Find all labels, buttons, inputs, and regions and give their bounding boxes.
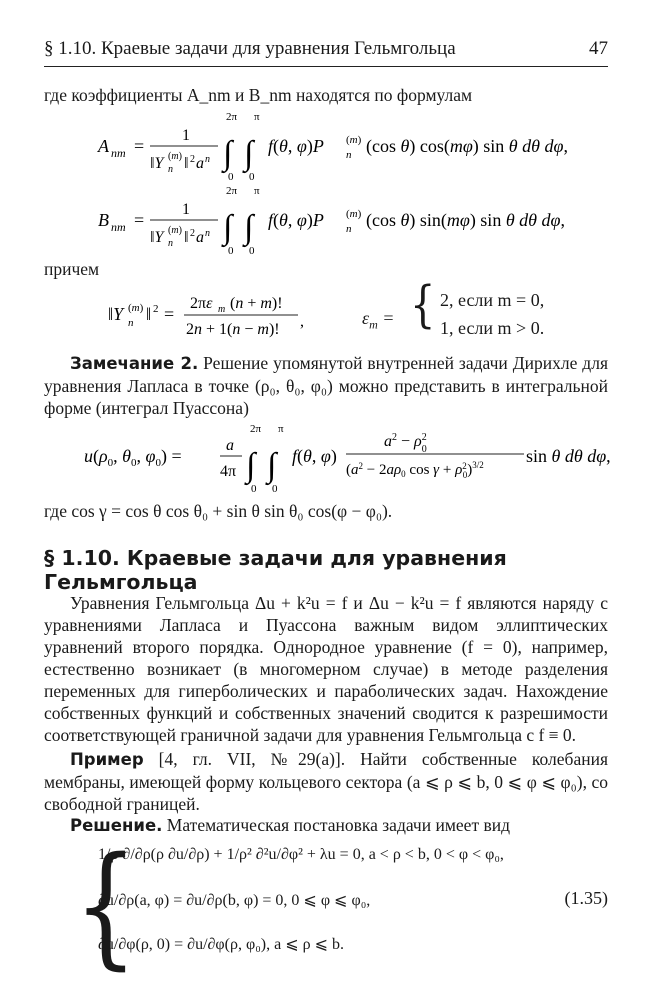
page-number: 47	[589, 38, 608, 59]
svg-text:‖: ‖	[184, 229, 189, 246]
system-line-1: 1/ρ ∂/∂ρ(ρ ∂u/∂ρ) + 1/ρ² ∂²u/∂φ² + λu = 0, a < ρ < b, 0 < φ < φ₀,	[98, 846, 504, 863]
svg-text:π: π	[254, 111, 260, 123]
svg-text:(a2 − 2aρ0 cos γ + ρ20)3/2: ($a^2 - 2a\rho_0$ $\cos \gamma + \rho^2$ 0)$^{3/2}$	[346, 460, 484, 480]
system-line-3: ∂u/∂φ(ρ, 0) = ∂u/∂φ(ρ, φ₀), a ⩽ ρ ⩽ b.	[98, 936, 344, 953]
svg-text:a: a	[226, 437, 234, 454]
formula-anm	[98, 112, 608, 182]
svg-text:n: n	[128, 317, 134, 329]
svg-text:n: n	[168, 238, 173, 249]
svg-text:a2 − ρ20: $a^2 - \rho^2$ 0	[384, 432, 427, 455]
formula-bnm	[98, 186, 608, 256]
svg-text:nm: nm	[111, 146, 126, 160]
remark-text: Решение упомянутой внутренней задачи Дирихле для уравнения Лапласа в точке (ρ₀, θ₀, φ₀) можно представить в интегральной форме (интеграл Пуассона)	[44, 353, 608, 418]
pricem-word: причем	[44, 259, 100, 279]
svg-text:f(θ, φ): f(θ, φ)	[292, 446, 337, 466]
svg-text:(m): (m)	[346, 208, 362, 220]
svg-text:,: ,	[300, 313, 304, 330]
svg-text:2: 2	[190, 228, 195, 239]
svg-text:2n + 1(n − m)!: 2n + 1(n − m)!	[186, 321, 280, 338]
svg-text:(cos θ) cos(mφ) sin θ dθ dφ,: (cos θ) cos(mφ) sin θ dθ dφ,	[366, 136, 568, 156]
svg-text:4π: 4π	[220, 463, 237, 480]
system-brace: {	[74, 828, 138, 983]
svg-text:2: 2	[153, 303, 159, 315]
formula-poisson	[84, 422, 611, 496]
svg-text:u(ρ0, θ0, φ0) =: $u(\rho_0$, $\theta_0$, $\varphi_0$) =	[84, 446, 182, 469]
example-label: Пример	[70, 750, 144, 769]
formula-bnm-render	[98, 186, 598, 260]
formula-norm	[108, 276, 588, 346]
svg-text:2πε: 2πε	[190, 295, 213, 312]
svg-text:a: a	[196, 155, 204, 172]
remark-paragraph	[44, 352, 608, 419]
svg-text:2π: 2π	[250, 423, 262, 435]
svg-text:‖Y: ‖Y	[108, 304, 124, 324]
svg-text:∫: ∫	[223, 135, 233, 172]
formula-anm-render	[98, 112, 598, 186]
svg-text:A: A	[98, 136, 109, 156]
svg-text:nm: nm	[111, 220, 126, 234]
svg-text:2π: 2π	[226, 185, 238, 197]
running-header	[44, 38, 608, 60]
svg-text:n: n	[346, 223, 352, 235]
svg-text:(n + m)!: (n + m)!	[230, 295, 283, 312]
svg-text:‖Y: ‖Y	[150, 229, 164, 246]
svg-text:(m): (m)	[128, 302, 144, 314]
svg-text:f(θ, φ)P: f(θ, φ)P	[268, 210, 324, 230]
svg-text:B: B	[98, 210, 109, 230]
svg-text:sin θ dθ dφ,: sin θ dθ dφ,	[526, 446, 611, 466]
svg-text:0: 0	[228, 171, 234, 183]
svg-text:=: =	[134, 210, 145, 230]
svg-text:∫: ∫	[267, 447, 277, 484]
svg-text:‖Y: ‖Y	[150, 155, 164, 172]
example-paragraph	[44, 748, 608, 815]
solution-label: Решение.	[70, 816, 163, 835]
svg-text:n: n	[168, 164, 173, 175]
svg-text:∫: ∫	[246, 447, 256, 484]
svg-text:0: 0	[251, 483, 257, 495]
svg-text:‖: ‖	[146, 304, 152, 324]
svg-text:(m): (m)	[346, 134, 362, 146]
svg-text:n: n	[346, 149, 352, 161]
svg-text:(m): (m)	[168, 225, 182, 236]
svg-text:=: =	[164, 304, 175, 324]
svg-text:f(θ, φ)P: f(θ, φ)P	[268, 136, 324, 156]
epsilon-brace: {	[410, 276, 436, 334]
svg-text:n: n	[205, 228, 210, 239]
svg-text:∫: ∫	[223, 209, 233, 246]
svg-text:0: 0	[249, 171, 255, 183]
section-title: § 1.10. Краевые задачи для уравнения Гельмгольца	[44, 546, 507, 594]
svg-text:n: n	[205, 154, 210, 165]
svg-text:(cos θ) sin(mφ) sin θ dθ dφ,: (cos θ) sin(mφ) sin θ dθ dφ,	[366, 210, 565, 230]
cos-gamma-line: где cos γ = cos θ cos θ₀ + sin θ sin θ₀ cos(φ − φ₀).	[44, 501, 393, 521]
running-title: § 1.10. Краевые задачи для уравнения Гельмгольца	[44, 38, 456, 59]
svg-text:1: 1	[182, 201, 190, 218]
system-line-2: ∂u/∂ρ(a, φ) = ∂u/∂ρ(b, φ) = 0, 0 ⩽ φ ⩽ φ₀,	[98, 892, 371, 909]
svg-text:π: π	[254, 185, 260, 197]
svg-text:0: 0	[249, 245, 255, 257]
helmholtz-paragraph: Уравнения Гельмгольца Δu + k²u = f и Δu − k²u = f являются наряду с уравнениями Лапласа и Пуассона важным видом эллиптических уравнений второго порядка. Однородное уравнение (f = 0), например, естественно возникает (в многомерном случае) в методе разделения переменных для гиперболических и параболических задач. Нахождение собственных функций и собственных значений сводится к разрешимости соответствующей граничной задачи для уравнения Гельмгольца с f ≡ 0.	[44, 593, 608, 745]
svg-text:∫: ∫	[244, 135, 254, 172]
equation-number: (1.35)	[564, 888, 608, 908]
solution-text: Математическая постановка задачи имеет вид	[166, 815, 510, 835]
svg-text:=: =	[134, 136, 145, 156]
svg-text:a: a	[196, 229, 204, 246]
svg-text:0: 0	[272, 483, 278, 495]
svg-text:m: m	[218, 304, 226, 315]
header-rule	[44, 66, 608, 67]
epsilon-symbol: $\varepsilon_m$ =	[362, 308, 395, 332]
example-text: [4, гл. VII, №29(а)]. Найти собственные колебания мембраны, имеющей форму кольцевого сектора (a ⩽ ρ ⩽ b, 0 ⩽ φ ⩽ φ₀), со свободной границей.	[44, 749, 608, 814]
svg-text:(m): (m)	[168, 151, 182, 162]
intro-line: где коэффициенты A_nm и B_nm находятся по формулам	[44, 85, 473, 105]
svg-text:2: 2	[190, 154, 195, 165]
remark-label: Замечание 2.	[70, 354, 199, 373]
svg-text:2π: 2π	[226, 111, 238, 123]
svg-text:π: π	[278, 423, 284, 435]
svg-text:0: 0	[228, 245, 234, 257]
formula-norm-render	[108, 284, 338, 344]
svg-text:∫: ∫	[244, 209, 254, 246]
epsilon-case-1: 2, если m = 0,	[440, 290, 545, 310]
epsilon-case-2: 1, если m > 0.	[440, 318, 545, 338]
svg-text:1: 1	[182, 127, 190, 144]
svg-text:‖: ‖	[184, 155, 189, 172]
formula-poisson-render	[84, 422, 611, 496]
